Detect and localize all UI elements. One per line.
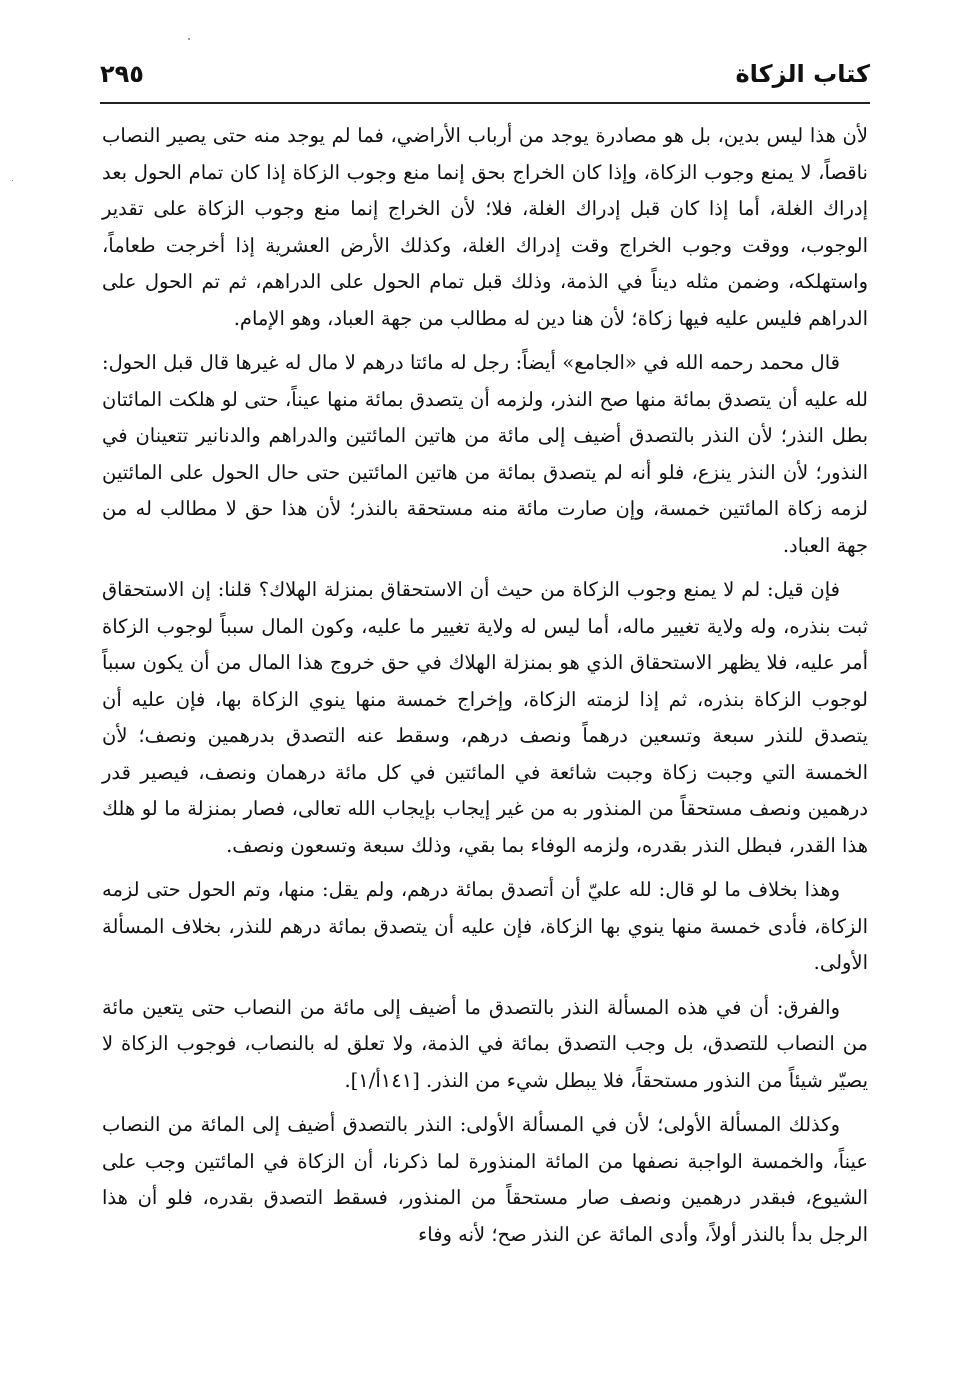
paragraph-5: والفرق: أن في هذه المسألة النذر بالتصدق ما أضيف إلى مائة من النصاب حتى يتعين مائة من النصاب للتصدق، بل وجب التصدق بمائة في الذمة، ولا تعلق له بالنصاب، فوجوب الزكاة لا يصيّر شيئاً من النذور مستحقاً، فلا يبطل شيء من النذر. [١٤١أ/١]. <box>102 995 868 1092</box>
running-title: كتاب الزكاة <box>735 60 870 88</box>
header-rule <box>100 102 870 104</box>
paragraph-4: وهذا بخلاف ما لو قال: لله عليّ أن أتصدق بمائة درهم، ولم يقل: منها، وتم الحول حتى لزمه الزكاة، فأدى خمسة منها ينوي بها الزكاة، فإن عليه أن يتصدق بمائة درهم للنذر، بخلاف المسألة الأولى. <box>102 878 868 974</box>
paragraph-2: قال محمد رحمه الله في «الجامع» أيضاً: رجل له مائتا درهم لا مال له غيرها قال قبل الحول: لله عليه أن يتصدق بمائة منها صح النذر، ولزمه أن يتصدق بمائة منها عيناً، حتى لو هلكت المائتان بطل النذر؛ لأن النذر بالتصدق أضيف إلى مائة من هاتين المائتين والدراهم والدنانير تتعينان في النذور؛ لأن النذر ينزع، فلو أنه لم يتصدق بمائة من هاتين المائتين حتى حال الحول على المائتين لزمه زكاة المائتين خمسة، وإن صارت مائة منه مستحقة بالنذر؛ لأن هذا حق لا مطالب له من جهة العباد. <box>102 351 868 557</box>
paragraph-1: لأن هذا ليس بدين، بل هو مصادرة يوجد من أرباب الأراضي، فما لم يوجد منه حتى يصير النصاب ناقصاً، لا يمنع وجوب الزكاة، وإذا كان الخراج بحق إنما منع وجوب الزكاة إذا كان تمام الحول بعد إدراك الغلة، أما إذا كان قبل إدراك الغلة، فلا؛ لأن الخراج إنما منع وجوب الزكاة على تقدير الوجوب، ووقت وجوب الخراج وقت إدراك الغلة، وكذلك الأرض العشرية إذا أخرجت طعاماً، واستهلكه، وضمن مثله ديناً في الذمة، وذلك قبل تمام الحول على الدراهم، ثم تم الحول على الدراهم فليس عليه فيها زكاة؛ لأن هنا دين له مطالب من جهة العباد، وهو الإمام. <box>102 124 868 330</box>
page-header <box>100 58 870 98</box>
paragraph-6: وكذلك المسألة الأولى؛ لأن في المسألة الأولى: النذر بالتصدق أضيف إلى المائة من النصاب عيناً، والخمسة الواجبة نصفها من المائة المنذورة لما ذكرنا، أن الزكاة في المائتين وجب على الشيوع، فبقدر درهمين ونصف صار مستحقاً من المنذور، فسقط التصدق بقدره، فلو أن هذا الرجل بدأ بالنذر أولاً، وأدى المائة عن النذر صح؛ لأنه وفاء <box>102 1113 868 1246</box>
paragraph-3: فإن قيل: لم لا يمنع وجوب الزكاة من حيث أن الاستحقاق بمنزلة الهلاك؟ قلنا: إن الاستحقاق ثبت بنذره، وله ولاية تغيير ماله، أما ليس له ولاية تغيير ما عليه، وكون المال سبباً لوجوب الزكاة أمر عليه، فلا يظهر الاستحقاق الذي هو بمنزلة الهلاك في حق خروج هذا المال من أن يكون سبباً لوجوب الزكاة بنذره، ثم إذا لزمته الزكاة، وإخراج خمسة منها ينوي الزكاة بها، فإن عليه أن يتصدق للنذر سبعة وتسعين درهماً ونصف درهم، وسقط عنه التصدق بدرهمين ونصف؛ لأن الخمسة التي وجبت زكاة وجبت شائعة في المائتين في كل مائة درهمان ونصف، فيصير قدر درهمين ونصف مستحقاً من المنذور به من غير إيجاب بإيجاب الله تعالى، فصار بمنزلة ما لو هلك هذا القدر، فبطل النذر بقدره، ولزمه الوفاء بما بقي، وذلك سبعة وتسعون ونصف. <box>102 578 868 857</box>
page-number: ٢٩٥ <box>100 60 144 88</box>
margin-speck <box>12 180 13 181</box>
scan-speck <box>188 38 190 40</box>
body-text <box>102 118 868 1261</box>
